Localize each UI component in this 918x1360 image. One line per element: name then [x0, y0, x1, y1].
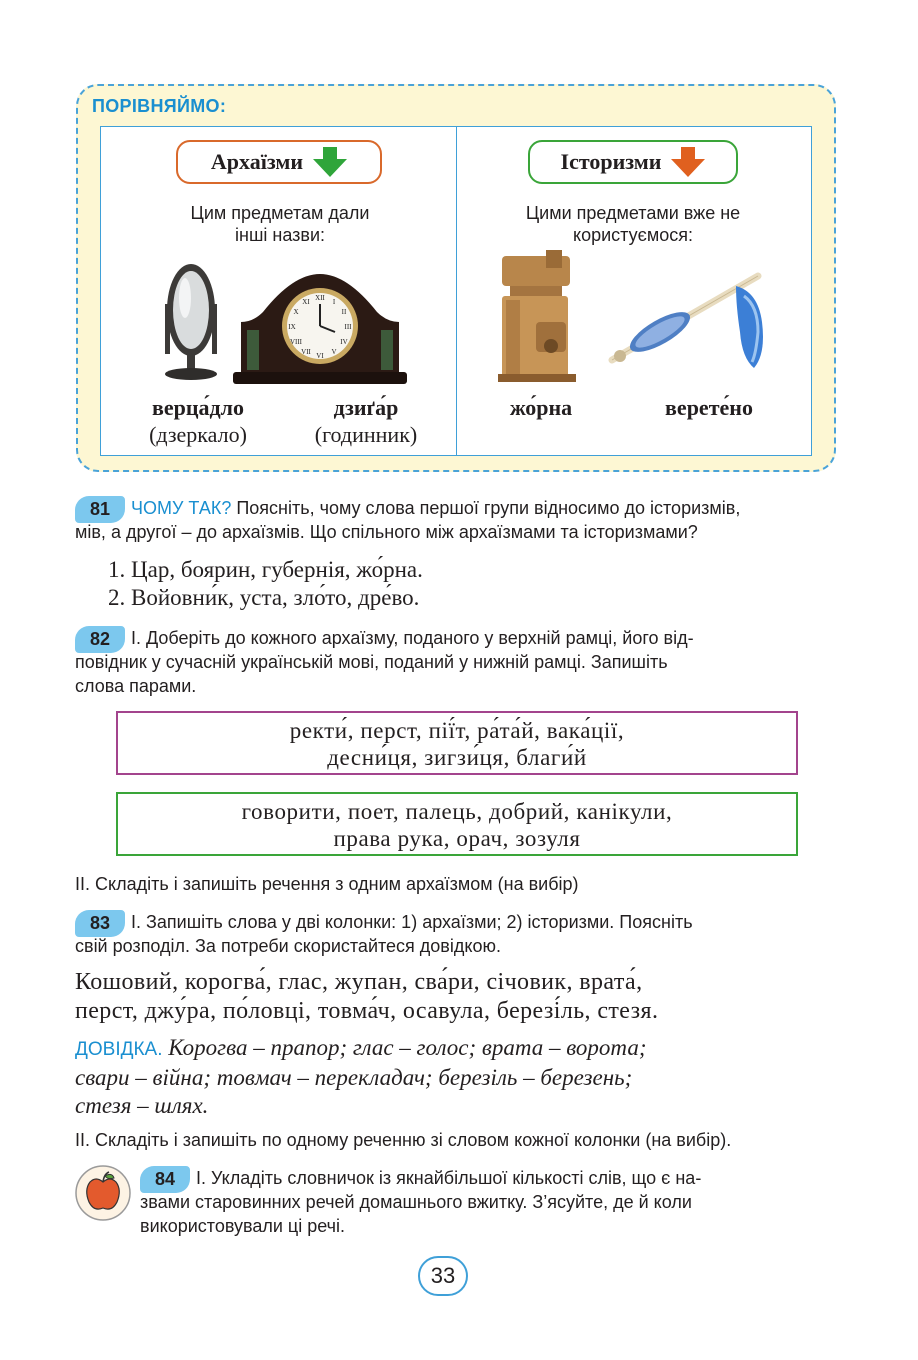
svg-text:IX: IX	[288, 323, 296, 331]
text-line: І. Запишіть слова у дві колонки: 1) архаїзми; 2) історизми. Поясніть	[131, 912, 693, 932]
compare-divider	[456, 126, 457, 456]
historisms-label: Історизми	[560, 149, 662, 174]
svg-text:VII: VII	[301, 348, 311, 356]
mirror-image	[155, 258, 225, 382]
svg-text:XII: XII	[315, 294, 325, 302]
word-historism: жо́рна	[509, 395, 573, 420]
exercise-82-part2: ІІ. Складіть і запишіть речення з одним архаїзмом (на вибір)	[75, 874, 579, 894]
apple-icon	[74, 1164, 132, 1222]
spindle-image	[608, 262, 784, 374]
svg-text:V: V	[331, 348, 337, 356]
text-line: слова парами.	[75, 676, 197, 696]
exercise-81-text	[75, 496, 839, 544]
modern-words-frame	[116, 792, 798, 856]
exercise-number-badge: 81	[75, 496, 125, 523]
historism-word-1	[476, 394, 606, 421]
svg-text:VI: VI	[316, 352, 324, 360]
archaisms-frame	[116, 711, 798, 775]
arrow-down-icon	[671, 147, 705, 177]
svg-text:I: I	[332, 298, 336, 306]
svg-text:III: III	[344, 323, 352, 331]
caption-line: Цим предметам дали	[190, 203, 370, 223]
page-number: 33	[418, 1256, 468, 1296]
hint-line: стезя – шлях.	[75, 1093, 209, 1118]
text-line: І. Укладіть словничок із якнайбільшої кількості слів, що є на-	[196, 1168, 702, 1188]
hint-line: свари – війна; товмач – перекладач; березіль – березень;	[75, 1065, 633, 1090]
text-line: Поясніть, чому слова першої групи відносимо до історизмів,	[231, 498, 741, 518]
word-archaic: дзиґа́р	[333, 395, 399, 420]
exercise-84-text	[140, 1166, 839, 1238]
compare-title: ПОРІВНЯЙМО:	[92, 96, 227, 116]
exercise-number-badge: 83	[75, 910, 125, 937]
exercise-number-badge: 84	[140, 1166, 190, 1193]
text-line: мів, а другої – до архаїзмів. Що спільного між архаїзмами та історизмами?	[75, 522, 698, 542]
svg-text:XI: XI	[302, 298, 310, 306]
exercise-83-text	[75, 910, 839, 958]
caption-line: інші назви:	[235, 225, 325, 245]
archaism-word-1	[118, 394, 278, 448]
words-line: перст, джу́ра, по́ловці, товма́ч, осавула, березі́ль, стезя.	[75, 998, 659, 1024]
archaisms-caption	[150, 202, 410, 246]
text-line: звами старовинних речей домашнього вжитку. З’ясуйте, де й коли	[140, 1192, 692, 1212]
word-group-1: 1. Цар, боярин, губернія, жо́рна.	[108, 557, 423, 582]
frame-line: десни́ця, зигзи́ця, благи́й	[327, 745, 587, 770]
mantel-clock-image	[233, 272, 407, 384]
svg-text:II: II	[341, 308, 347, 316]
hand-mill-image	[496, 250, 580, 384]
historisms-caption	[488, 202, 778, 246]
frame-line: права рука, орач, зозуля	[333, 826, 581, 851]
archaisms-heading	[176, 140, 382, 184]
exercise-82-text	[75, 626, 839, 698]
exercise-83-part2: ІІ. Складіть і запишіть по одному реченню зі словом кожної колонки (на вибір).	[75, 1130, 732, 1150]
frame-line: говорити, поет, палець, добрий, канікули,	[241, 799, 673, 824]
archaisms-label: Архаїзми	[210, 149, 304, 174]
hint-label: ДОВІДКА.	[75, 1039, 163, 1060]
text-line: І. Доберіть до кожного архаїзму, поданого у верхній рамці, його від-	[131, 628, 694, 648]
word-group-2: 2. Войовни́к, уста, зло́то, дре́во.	[108, 585, 420, 610]
caption-line: користуємося:	[573, 225, 693, 245]
caption-line: Цими предметами вже не	[525, 203, 741, 223]
text-line: свій розподіл. За потреби скористайтеся довідкою.	[75, 936, 501, 956]
word-historism: верете́но	[665, 395, 753, 420]
historism-word-2	[634, 394, 784, 421]
arrow-down-icon	[313, 147, 347, 177]
svg-text:IV: IV	[340, 338, 348, 346]
hint-line: Корогва – прапор; глас – голос; врата – ворота;	[162, 1035, 647, 1060]
exercise-83-hint	[75, 1034, 839, 1120]
word-archaic: верца́дло	[151, 395, 245, 420]
svg-text:VIII: VIII	[289, 338, 303, 346]
word-modern: (дзеркало)	[149, 422, 247, 447]
frame-line: ректи́, перст, пії́т, ра́та́й, вака́ції,	[289, 718, 625, 743]
text-line: використовували ці речі.	[140, 1216, 346, 1236]
archaism-word-2	[286, 394, 446, 448]
word-modern: (годинник)	[314, 422, 418, 447]
historisms-heading	[528, 140, 738, 184]
exercise-number-badge: 82	[75, 626, 125, 653]
exercise-lead: ЧОМУ ТАК?	[131, 498, 232, 518]
text-line: повідник у сучасній українській мові, поданий у нижній рамці. Запишіть	[75, 652, 668, 672]
exercise-83-words	[75, 968, 839, 1026]
svg-text:X: X	[293, 308, 299, 316]
words-line: Кошовий, корогва́, глас, жупан, сва́ри, січовик, врата́,	[75, 969, 643, 995]
